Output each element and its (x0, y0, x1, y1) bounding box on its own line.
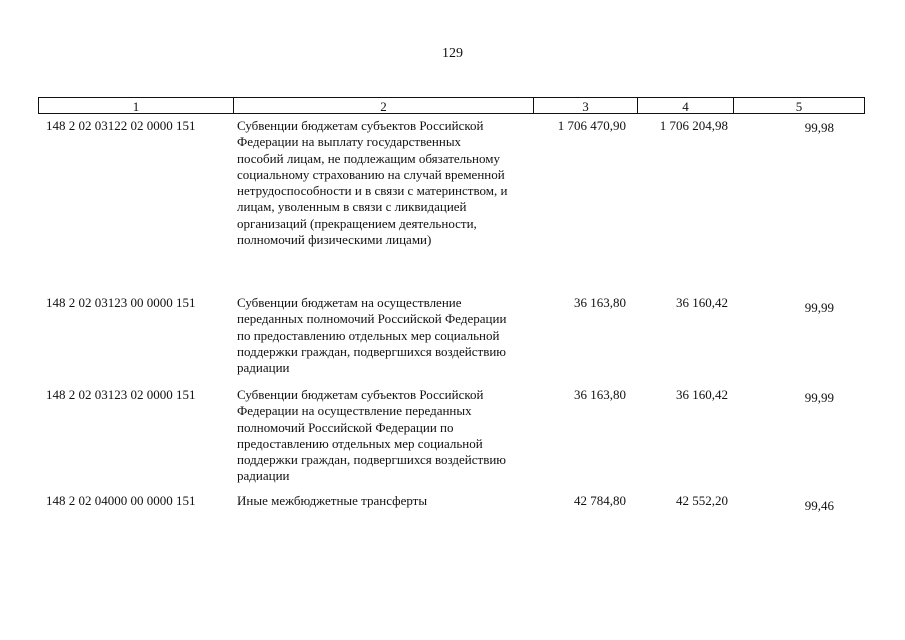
description-line: предоставлению отдельных мер социальной (237, 435, 483, 451)
description-line: полномочий физическими лицами) (237, 232, 432, 248)
description-line: Субвенции бюджетам субъектов Российской (237, 387, 484, 402)
header-col-3: 3 (534, 98, 638, 113)
row-value-3: 36 163,80 (574, 387, 626, 402)
header-col-2: 2 (234, 98, 534, 113)
description-line: радиации (237, 360, 290, 376)
description-line: пособий лицам, не подлежащим обязательному (237, 150, 500, 166)
header-col-5: 5 (795, 99, 803, 114)
description-line: полномочий Российской Федерации по (237, 419, 454, 435)
row-code: 148 2 02 04000 00 0000 151 (46, 493, 196, 508)
description-line: переданных полномочий Российской Федерации (237, 311, 507, 327)
row-value-5: 99,99 (804, 390, 834, 405)
row-value-4: 42 552,20 (676, 493, 728, 508)
table-header (38, 97, 865, 114)
row-value-3: 1 706 470,90 (557, 118, 626, 133)
description-line: поддержки граждан, подвергшихся воздействию (237, 452, 507, 468)
description-line: организаций (прекращением деятельности, (237, 215, 477, 231)
header-col-4: 4 (638, 98, 734, 113)
row-description (237, 118, 537, 248)
header-col-1: 1 (39, 98, 234, 113)
row-code: 148 2 02 03123 02 0000 151 (46, 387, 196, 402)
description-line: Федерации на выплату государственных (237, 134, 462, 150)
row-code: 148 2 02 03123 00 0000 151 (46, 295, 196, 310)
row-description (237, 493, 537, 509)
description-line: Федерации на осуществление переданных (237, 403, 472, 419)
description-line: радиации (237, 468, 290, 484)
row-value-3: 42 784,80 (574, 493, 626, 508)
description-line: Субвенции бюджетам на осуществление (237, 295, 462, 310)
row-code: 148 2 02 03122 02 0000 151 (46, 118, 196, 133)
row-value-4: 36 160,42 (676, 295, 728, 310)
row-value-5: 99,46 (804, 498, 834, 513)
row-value-5: 99,98 (804, 120, 834, 135)
description-line: социальному страхованию на случай временной (237, 166, 505, 182)
row-description (237, 387, 537, 485)
row-value-4: 36 160,42 (676, 387, 728, 402)
row-value-4: 1 706 204,98 (659, 118, 728, 133)
description-line: Иные межбюджетные трансферты (237, 493, 428, 508)
row-value-5: 99,99 (804, 300, 834, 315)
description-line: поддержки граждан, подвергшихся воздействию (237, 343, 507, 359)
row-description (237, 295, 537, 376)
description-line: лицам, уволенным в связи с ликвидацией (237, 199, 467, 215)
description-line: Субвенции бюджетам субъектов Российской (237, 118, 484, 133)
description-line: нетрудоспособности и в связи с материнством, и (237, 183, 508, 199)
page-number: 129 (442, 46, 463, 61)
row-value-3: 36 163,80 (574, 295, 626, 310)
description-line: по предоставлению отдельных мер социальной (237, 327, 500, 343)
